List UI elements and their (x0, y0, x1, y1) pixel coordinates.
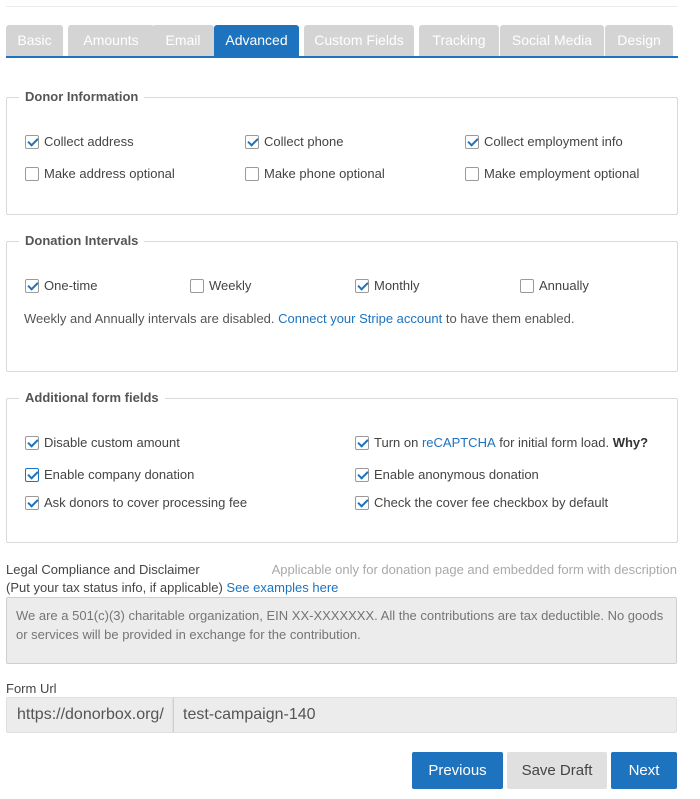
employment-optional-checkbox[interactable] (465, 167, 479, 181)
tab-email[interactable]: Email (152, 25, 214, 56)
tab-advanced[interactable]: Advanced (214, 25, 299, 56)
one-time-checkbox[interactable] (25, 279, 39, 293)
see-examples-link[interactable]: See examples here (226, 580, 339, 595)
recaptcha-label-suffix: for initial form load. (499, 435, 610, 450)
intervals-note-text: Weekly and Annually intervals are disabled. (24, 311, 275, 326)
legal-tax-hint: (Put your tax status info, if applicable) (6, 580, 223, 595)
tab-basic[interactable]: Basic (6, 25, 63, 56)
collect-phone-label: Collect phone (264, 134, 344, 149)
next-button[interactable]: Next (611, 752, 677, 789)
address-optional-option[interactable] (25, 166, 175, 181)
donation-intervals-section (6, 233, 678, 372)
legal-disclaimer-textarea[interactable] (6, 597, 677, 664)
tab-design[interactable]: Design (605, 25, 673, 56)
weekly-option[interactable] (190, 278, 251, 293)
address-optional-label: Make address optional (44, 166, 175, 181)
tabs-underline (6, 56, 678, 58)
donation-intervals-legend: Donation Intervals (19, 233, 144, 248)
tab-custom-fields[interactable]: Custom Fields (304, 25, 414, 56)
legal-tax-hint-row (6, 580, 338, 595)
collect-employment-checkbox[interactable] (465, 135, 479, 149)
settings-tabs (6, 25, 678, 58)
monthly-checkbox[interactable] (355, 279, 369, 293)
monthly-label: Monthly (374, 278, 420, 293)
collect-address-option[interactable] (25, 134, 134, 149)
additional-fields-legend: Additional form fields (19, 390, 165, 405)
weekly-label: Weekly (209, 278, 252, 293)
processing-fee-checkbox[interactable] (25, 496, 39, 510)
one-time-label: One-time (44, 278, 98, 293)
recaptcha-why-link[interactable]: Why? (612, 435, 649, 450)
form-url-prefix: https://donorbox.org/ (6, 697, 173, 733)
disable-custom-amount-option[interactable] (25, 435, 180, 450)
employment-optional-option[interactable] (465, 166, 639, 181)
collect-address-checkbox[interactable] (25, 135, 39, 149)
donor-information-section (6, 89, 678, 215)
annually-option[interactable] (520, 278, 589, 293)
anonymous-donation-option[interactable] (355, 467, 539, 482)
recaptcha-checkbox[interactable] (355, 436, 369, 450)
tab-social-media[interactable]: Social Media (500, 25, 604, 56)
connect-stripe-link[interactable]: Connect your Stripe account (278, 311, 443, 326)
employment-optional-label: Make employment optional (484, 166, 640, 181)
cover-fee-default-label: Check the cover fee checkbox by default (374, 495, 609, 510)
phone-optional-label: Make phone optional (264, 166, 385, 181)
company-donation-checkbox[interactable] (25, 468, 39, 482)
processing-fee-label: Ask donors to cover processing fee (44, 495, 248, 510)
anonymous-donation-label: Enable anonymous donation (374, 467, 539, 482)
save-draft-button[interactable]: Save Draft (507, 752, 607, 789)
annually-checkbox[interactable] (520, 279, 534, 293)
form-url-label: Form Url (6, 681, 57, 696)
weekly-checkbox[interactable] (190, 279, 204, 293)
annually-label: Annually (539, 278, 589, 293)
cover-fee-default-checkbox[interactable] (355, 496, 369, 510)
recaptcha-option[interactable] (355, 435, 648, 450)
company-donation-option[interactable] (25, 467, 194, 482)
phone-optional-option[interactable] (245, 166, 385, 181)
address-optional-checkbox[interactable] (25, 167, 39, 181)
one-time-option[interactable] (25, 278, 97, 293)
collect-phone-option[interactable] (245, 134, 344, 149)
top-divider (6, 6, 678, 7)
processing-fee-option[interactable] (25, 495, 247, 510)
company-donation-label: Enable company donation (44, 467, 195, 482)
tab-amounts[interactable]: Amounts (68, 25, 154, 56)
disable-custom-amount-checkbox[interactable] (25, 436, 39, 450)
additional-fields-section (6, 390, 678, 543)
disable-custom-amount-label: Disable custom amount (44, 435, 180, 450)
recaptcha-link[interactable]: reCAPTCHA (421, 435, 496, 450)
intervals-disabled-note (24, 311, 574, 326)
collect-phone-checkbox[interactable] (245, 135, 259, 149)
collect-employment-label: Collect employment info (484, 134, 623, 149)
phone-optional-checkbox[interactable] (245, 167, 259, 181)
tab-tracking[interactable]: Tracking (419, 25, 499, 56)
form-url-slug-input[interactable]: test-campaign-140 (173, 697, 677, 733)
legal-applicable-note: Applicable only for donation page and embedded form with description (271, 562, 677, 577)
donor-information-legend: Donor Information (19, 89, 144, 104)
intervals-note-suffix: to have them enabled. (445, 311, 575, 326)
previous-button[interactable]: Previous (412, 752, 503, 789)
collect-employment-option[interactable] (465, 134, 623, 149)
anonymous-donation-checkbox[interactable] (355, 468, 369, 482)
collect-address-label: Collect address (44, 134, 134, 149)
cover-fee-default-option[interactable] (355, 495, 608, 510)
recaptcha-label-prefix: Turn on (374, 435, 419, 450)
monthly-option[interactable] (355, 278, 420, 293)
legal-title: Legal Compliance and Disclaimer (6, 562, 200, 577)
